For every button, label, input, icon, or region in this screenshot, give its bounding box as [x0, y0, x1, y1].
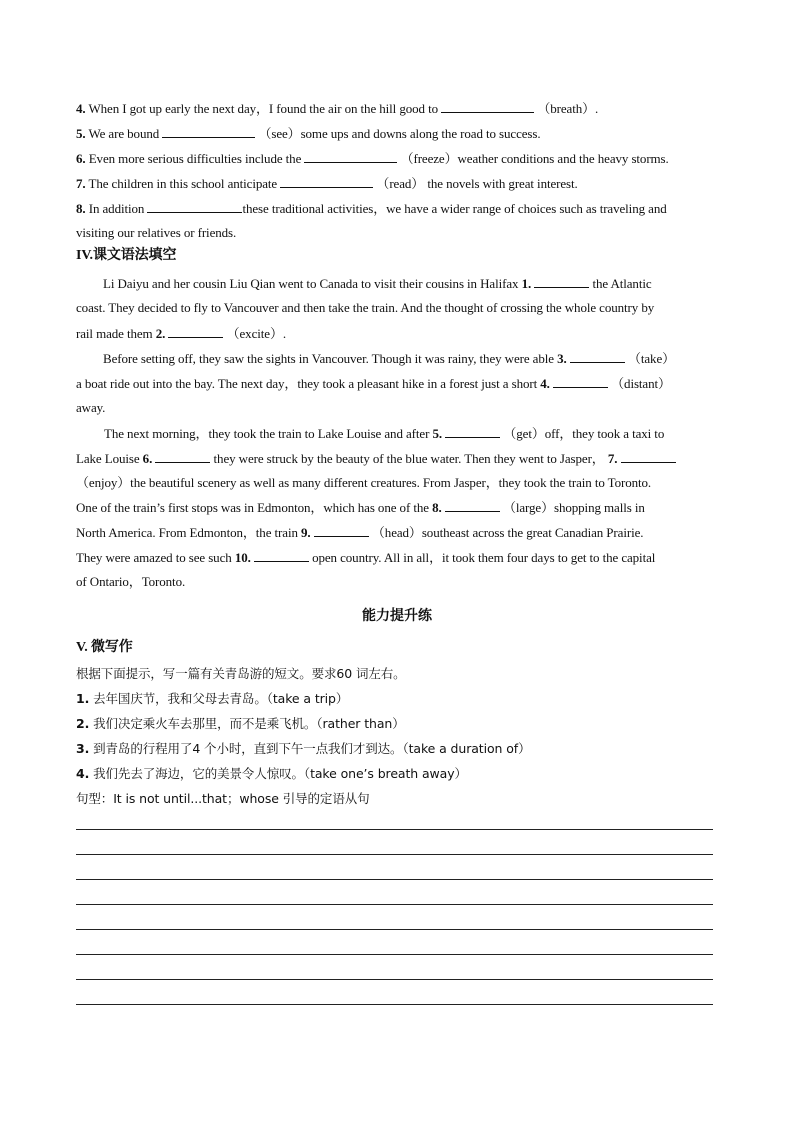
answer-blank[interactable]	[147, 200, 242, 213]
question-7: 7. The children in this school anticipate （read） the novels with great interest.	[76, 176, 578, 191]
question-8: 8. In addition these traditional activities，we have a wider range of choices such as traveling and	[76, 201, 667, 216]
answer-blank[interactable]	[280, 175, 373, 188]
passage-line-6: away.	[76, 400, 106, 415]
question-6: 6. Even more serious difficulties include the （freeze）weather conditions and the heavy storms.	[76, 151, 669, 166]
writing-line[interactable]	[76, 979, 713, 980]
answer-blank-3[interactable]	[570, 350, 625, 363]
section-4-heading: IV.课文语法填空	[76, 248, 177, 263]
question-4: 4. When I got up early the next day，I found the air on the hill good to （breath）.	[76, 101, 599, 116]
answer-blank-4[interactable]	[553, 375, 608, 388]
writing-line[interactable]	[76, 854, 713, 855]
writing-line[interactable]	[76, 954, 713, 955]
passage-line-2: coast. They decided to fly to Vancouver and then take the train. And the thought of crossing the whole country by	[76, 300, 655, 315]
answer-blank-7[interactable]	[621, 450, 676, 463]
answer-blank-9[interactable]	[314, 524, 369, 537]
writing-line[interactable]	[76, 929, 713, 930]
writing-line[interactable]	[76, 879, 713, 880]
answer-blank[interactable]	[304, 150, 397, 163]
answer-blank-8[interactable]	[445, 499, 500, 512]
section-title: 能力提升练	[362, 609, 432, 624]
answer-blank-6[interactable]	[155, 450, 210, 463]
writing-line[interactable]	[76, 829, 713, 830]
passage-line-3: rail made them 2. （excite）.	[76, 326, 286, 341]
passage-line-5: a boat ride out into the bay. The next day，they took a pleasant hike in a forest just a short 4. （distant）	[76, 376, 671, 391]
answer-blank-5[interactable]	[445, 425, 500, 438]
passage-line-4: Before setting off, they saw the sights in Vancouver. Though it was rainy, they were able 3. （take）	[103, 351, 676, 366]
writing-line[interactable]	[76, 1004, 713, 1005]
writing-prompt-1: 1. 去年国庆节，我和父母去青岛。（take a trip）	[76, 691, 349, 706]
passage-line-11: North America. From Edmonton，the train 9. （head）southeast across the great Canadian Prairie.	[76, 525, 644, 540]
passage-line-8: Lake Louise 6. they were struck by the beauty of the blue water. Then they went to Jasper， 7.	[76, 450, 722, 467]
writing-line[interactable]	[76, 904, 713, 905]
question-8-continued: visiting our relatives or friends.	[76, 225, 237, 240]
answer-blank[interactable]	[441, 100, 534, 113]
passage-line-9: （enjoy）the beautiful scenery as well as many different creatures. From Jasper，they took the train to Toronto.	[76, 475, 652, 490]
writing-prompt-3: 3. 到青岛的行程用了4 个小时，直到下午一点我们才到达。（take a duration of）	[76, 741, 531, 756]
passage-line-1: Li Daiyu and her cousin Liu Qian went to Canada to visit their cousins in Halifax 1. the Atlantic	[103, 276, 652, 291]
answer-blank-2[interactable]	[168, 325, 223, 338]
section-5-heading: V. 微写作	[76, 640, 133, 655]
writing-prompt-4: 4. 我们先去了海边，它的美景令人惊叹。（take one’s breath away）	[76, 766, 467, 781]
writing-instruction: 根据下面提示，写一篇有关青岛游的短文。要求60 词左右。	[76, 666, 406, 681]
writing-prompt-2: 2. 我们决定乘火车去那里，而不是乘飞机。（rather than）	[76, 716, 405, 731]
passage-line-10: One of the train’s first stops was in Edmonton，which has one of the 8. （large）shopping malls in	[76, 500, 645, 515]
passage-line-12: They were amazed to see such 10. open country. All in all，it took them four days to get to the capital	[76, 550, 656, 565]
passage-line-13: of Ontario，Toronto.	[76, 574, 186, 589]
answer-blank-1[interactable]	[534, 275, 589, 288]
answer-blank[interactable]	[162, 125, 255, 138]
question-5: 5. We are bound （see）some ups and downs along the road to success.	[76, 126, 541, 141]
passage-line-7: The next morning，they took the train to Lake Louise and after 5. （get）off，they took a taxi to	[104, 426, 665, 441]
answer-blank-10[interactable]	[254, 549, 309, 562]
sentence-pattern-hint: 句型：It is not until...that；whose 引导的定语从句	[76, 791, 370, 806]
